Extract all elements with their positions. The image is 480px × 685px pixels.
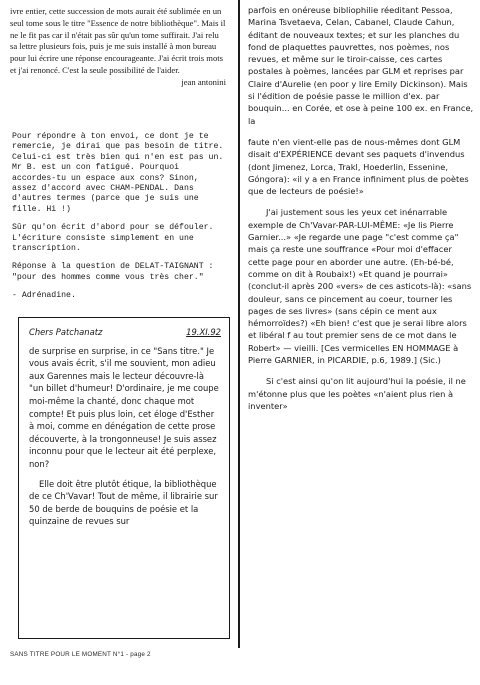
review-paragraph: faute n'en vient-elle pas de nous-mêmes dont GLM disait d'EXPÉRIENCE devant ses paquets d'invendus (dont Jimenez, Lorca, Trakl, Hoederlin, Essenine, Góngora): «il y a en France infiniment plus de poètes que de lecteurs de poésie!» [248,136,469,197]
handwritten-review [248,4,474,421]
typed-paragraph: Pour répondre à ton envoi, ce dont je te remercie, je dirai que pas besoin de titre. Celui-ci est très bien qui n'en est pas un. Mr B. est un con fatigué. Pourquoi accordes-tu un espace aux cons? Sinon, assez d'accord avec CHAM-PENDAL. Dans d'autres termes (parce que je suis une fille. Hi !) [12,132,224,214]
typed-closing: - Adrénadine. [12,291,76,301]
letter-salutation: Chers Patchanatz [29,327,103,337]
letter-paragraph: de surprise en surprise, in ce "Sans titre." Je vous avais écrit, s'il me souvient, mon adieu aux Garennes mais le lecteur découvre-là "un billet d'humeur! D'ordinaire, je me coupe moi-même la chanté, donc chaque mot compte! Et puis plus loin, cet éloge d'Esther à moi, comme en dénégation de cette prose découverte, à la trongonneuse! Je suis assez inconnu pour que le lecteur ait été perplexe, non? [29,345,219,469]
letter-header [29,326,221,339]
handwritten-letter-box [18,317,230,639]
letter-paragraph: Elle doit être plutôt étique, la bibliothèque de ce Ch'Vavar! Tout de même, il librairie sur 50 de berde de bouquins de poésie et la quinzaine de revues sur [29,478,218,527]
typewritten-reply [12,132,226,310]
author-signature: jean antonini [181,76,226,87]
review-paragraph: Si c'est ainsi qu'on lit aujourd'hui la poésie, il ne m'étonne plus que les poètes «n'aient plus rien à inventer» [248,376,466,411]
column-divider [238,0,240,648]
typed-paragraph: Réponse à la question de DELAT-TAIGNANT : "pour des hommes comme vous très cher." [12,262,214,282]
printed-excerpt [10,6,226,89]
letter-date: 19.XI.92 [186,327,221,337]
typed-paragraph: Sûr qu'on écrit d'abord pour se défouler. L'écriture consiste simplement en une transcription. [12,223,214,254]
excerpt-text: ivre entier, cette succession de mots aurait été sublimée en un seul tome sous le titre "Essence de notre bibliothèque". Mais il ne le fit pas car il n'était pas sûr qu'un tome suffirait. J'ai relu sa lettre plusieurs fois, puis je me suis installé à mon bureau pour lui écrire une réponse encourageante. J'ai écrit trois mots et j'ai renoncé. C'est la seule possibilité de l'aider. [10,6,226,75]
review-paragraph: J'ai justement sous les yeux cet inénarrable exemple de Ch'Vavar-PAR-LUI-MÊME: «Je lis Pierre Garnier...» «Je regarde une page "c'est comme ça" mais ça reste une souffrance «Pour moi d'effacer cette page pour en aborder une autre. (Eh-bé-bé, comme on dit à Roubaix!) «Et quand je pourrai» (conclut-il après 200 «vers» de ces asticots-là): «sans douleur, sans ce pincement au coeur, tourner les pages de ses livres» (sans cépin ce ment aux hémorroïdes?) «Eh bien! c'est que je serai libre alors et libéral f au tout premier sens de ce mot dans le Robert» — vieilli. [Ces vermicelles EN HOMMAGE à Pierre GARNIER, in PICARDIE, p.6, 1989.] (Sic.) [248,207,472,366]
page-footer: SANS TITRE POUR LE MOMENT N°1 - page 2 [10,651,151,658]
review-paragraph: parfois en onéreuse bibliophilie réeditant Pessoa, Marina Tsvetaeva, Celan, Cabanel, Claude Cahun, éditant de nouveaux textes; et sur les planches du fond de plaquettes pauvrettes, nos poèmes, nos revues, et même sur le tiroir-caisse, ces cartes postales à poèmes, lancées par GLM et reprises par Claire d'Aurelie (en poor y lire Emily Dickinson). Mais si l'édition de poésie passe le million d'ex. par bouquin... en Corée, et ose à peine 100 ex. en France, la [248,5,474,126]
